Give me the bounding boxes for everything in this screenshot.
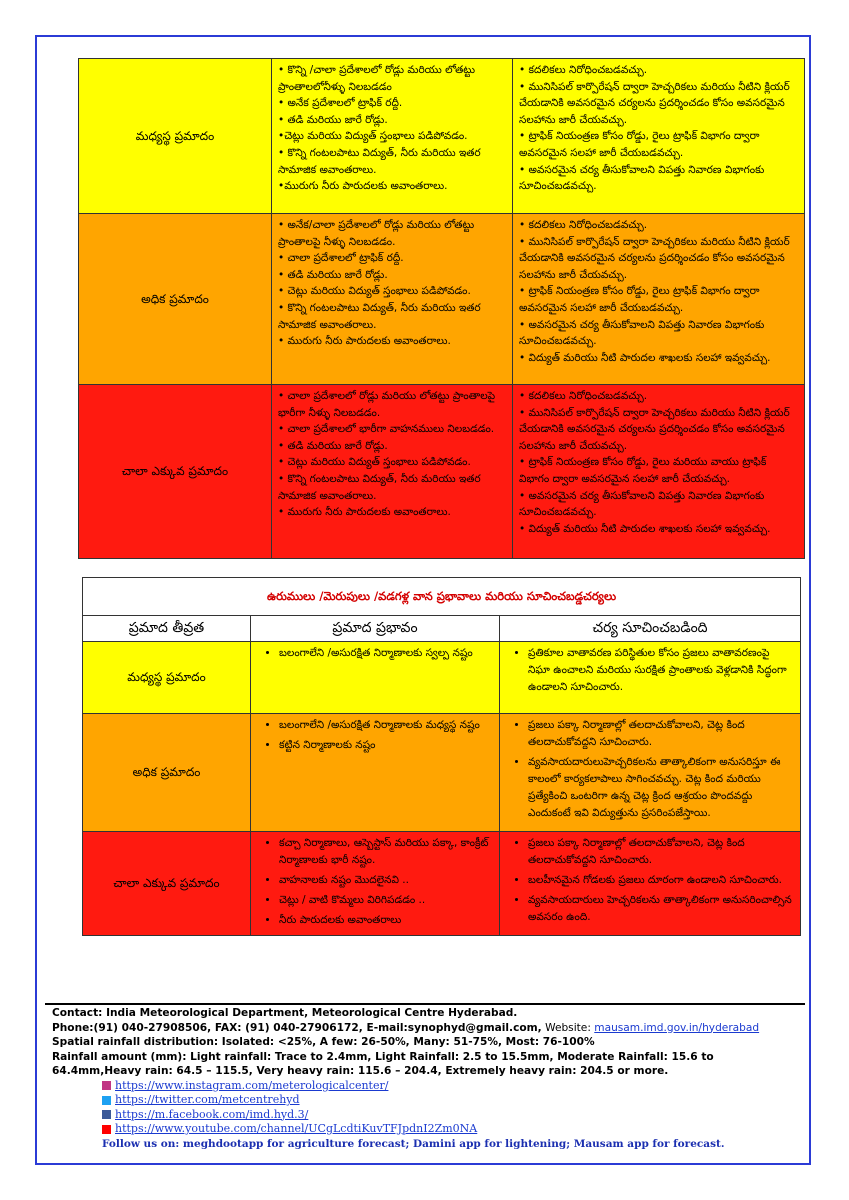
impact-item: • మురుగు నీరు పారుదలకు అవాంతరాలు. bbox=[278, 506, 451, 519]
action-cell bbox=[513, 385, 805, 559]
impact-item: • చెట్లు మరియు విద్యుత్ స్తంభాలు పడిపోవడం. bbox=[278, 285, 471, 298]
social-link-row bbox=[102, 1079, 802, 1094]
social-link-row bbox=[102, 1093, 802, 1108]
action-item: • కదలికలు నిరోధించబడవచ్చు. bbox=[519, 390, 648, 402]
header-severity: ప్రమాద తీవ్రత bbox=[83, 616, 251, 642]
risk-row bbox=[79, 385, 805, 559]
rainfall-amount: Rainfall amount (mm): Light rainfall: Trace to 2.4mm, Light Rainfall: 2.5 to 15.5mm, Moderate Rainfall: 15.6 to 64.4mm,Heavy rain: 64.5 – 115.5, Very heavy rain: 115.6 – 204.4, Extremely heavy rain: 204.5 or more. bbox=[52, 1050, 714, 1077]
footer bbox=[52, 1006, 802, 1151]
thunderstorm-impact-table bbox=[82, 577, 801, 936]
action-cell bbox=[513, 214, 805, 385]
impact-item: • కొన్ని గంటలపాటు విద్యుత్, నీరు మరియు ఇతర సామాజిక అవాంతరాలు. bbox=[278, 146, 481, 176]
impact-cell bbox=[251, 832, 500, 936]
action-item: • విద్యుత్ మరియు నీటి పారుదల శాఖలకు సలహా ఇవ్వవచ్చు. bbox=[519, 522, 771, 535]
impact-item: • చాలా ప్రదేశాలలో రోడ్లు మరియు లోతట్టు ప్రాంతాలపై భారీగా నీళ్ళు నిలబడడం. bbox=[278, 390, 496, 419]
impact-item: • తడి మరియు జారే రోడ్లు. bbox=[278, 268, 388, 281]
risk-level: మధ్యస్థ ప్రమాదం bbox=[83, 642, 251, 714]
impact-item: • కొన్ని గంటలపాటు విద్యుత్, నీరు మరియు ఇతర సామాజిక అవాంతరాలు. bbox=[278, 472, 481, 502]
action-cell bbox=[500, 642, 801, 714]
action-item: • ట్రాఫిక్ నియంత్రణ కోసం రోడ్డు, రైలు మరియు వాయు ట్రాఫిక్ విభాగం ద్వారా అవసరమైన సలహా జారీ చేయవచ్చు. bbox=[519, 456, 767, 485]
action-item: • మునిసిపల్ కార్పొరేషన్ ద్వారా హెచ్చరికలు మరియు నీటిని క్లియర్ చేయడానికి అవసరమైన చర్యలను ప్రదర్శించడం కోసం అవసరమైన సలహాను జారీ చేయవచ్చు. bbox=[519, 406, 790, 452]
impact-item: • తడి మరియు జారే రోడ్లు. bbox=[278, 439, 388, 452]
impact-cell bbox=[272, 385, 513, 559]
table-title: ఉరుములు /మెరుపులు /వడగళ్ల వాన ప్రభావాలు మరియు సూచించబడ్డచర్యలు bbox=[83, 578, 801, 616]
risk-row bbox=[79, 59, 805, 214]
action-item: • అవసరమైన చర్య తీసుకోవాలని విపత్తు నివారణ విభాగంకు సూచించబడవచ్చు. bbox=[519, 163, 765, 193]
twitter-icon bbox=[102, 1096, 111, 1105]
phone-line: Phone:(91) 040-27908506, FAX: (91) 040-27906172, E-mail:synophyd@gmail.com, Website: mausam.imd.gov.in/hyderabad bbox=[52, 1021, 760, 1034]
action-item: • మునిసిపల్ కార్పొరేషన్ ద్వారా హెచ్చరికలు మరియు నీటిని క్లియర్ చేయడానికి అవసరమైన చర్యలను ప్రదర్శించడం కోసం అవసరమైన సలహాను జారీ చేయవచ్చు. bbox=[519, 80, 790, 126]
impact-item: • కట్టిన నిర్మాణాలకు నష్టం bbox=[279, 737, 493, 754]
spatial-distribution: Spatial rainfall distribution: Isolated: <25%, A few: 26-50%, Many: 51-75%, Most: 76-100% bbox=[52, 1036, 595, 1048]
impact-cell bbox=[251, 642, 500, 714]
risk-level: చాలా ఎక్కువ ప్రమాదం bbox=[83, 832, 251, 936]
website-link[interactable]: mausam.imd.gov.in/hyderabad bbox=[594, 1021, 760, 1034]
action-item: • ప్రతికూల వాతావరణ పరిస్థితుల కోసం ప్రజలు వాతావరణంపై నిఘా ఉంచాలని మరియు సురక్షిత ప్రాంతాలకు వెళ్లడానికి సిద్ధంగా ఉండాలని సూచించారు. bbox=[528, 645, 794, 696]
action-item: • అవసరమైన చర్య తీసుకోవాలని విపత్తు నివారణ విభాగంకు సూచించబడవచ్చు. bbox=[519, 318, 765, 348]
action-cell bbox=[500, 714, 801, 832]
risk-level: అధిక ప్రమాదం bbox=[83, 714, 251, 832]
impact-item: • చెట్లు మరియు విద్యుత్ స్తంభాలు పడిపోవడం. bbox=[278, 456, 471, 469]
header-impact: ప్రమాద ప్రభావం bbox=[251, 616, 500, 642]
action-item: • విద్యుత్ మరియు నీటి పారుదల శాఖలకు సలహా ఇవ్వవచ్చు. bbox=[519, 351, 771, 364]
impact-item: • చాలా ప్రదేశాలలో ట్రాఫిక్ రద్దీ. bbox=[278, 252, 404, 265]
action-item: • వ్యవసాయదారులుహెచ్చరికలను తాత్కాలికంగా అనుసరిస్తూ ఈ కాలంలో కార్యకలాపాలు సాగించవచ్చు. చెట్ల కింద మరియు ప్రత్యేకించి ఒంటరిగా ఉన్న చెట్ల క్రింద ఆశ్రయం పొందవద్దు ఎందుకంటే ఇవి విద్యుత్తును ప్రసరింపజేస్తాయి. bbox=[528, 754, 794, 822]
impact-item: • చెట్లు / వాటి కొమ్మలు విరిగిపడడం .. bbox=[279, 892, 493, 909]
social-link[interactable]: https://m.facebook.com/imd.hyd.3/ bbox=[115, 1107, 309, 1121]
risk-row bbox=[83, 642, 801, 714]
impact-item: • అనేక/చాలా ప్రదేశాలలో రోడ్లు మరియు లోతట్టు ప్రాంతాలపై నీళ్ళు నిలబడడం. bbox=[278, 219, 475, 248]
action-item: • బలహీనమైన గోడలకు ప్రజలు దూరంగా ఉండాలని సూచించారు. bbox=[528, 872, 794, 889]
action-item: • వ్యవసాయదారులు హెచ్చరికలను తాత్కాలికంగా అనుసరించాల్సిన అవసరం ఉంది. bbox=[528, 892, 794, 926]
impact-item: • కచ్చా నిర్మాణాలు, ఆస్బెస్టాస్ మరియు పక్కా, కాంక్రీట్ నిర్మాణాలకు భారీ నష్టం. bbox=[279, 835, 493, 869]
action-item: • ప్రజలు పక్కా నిర్మాణాల్లో తలదాచుకోవాలని, చెట్ల కింద తలదాచుకోవద్దని సూచించారు. bbox=[528, 717, 794, 751]
contact-line: Contact: India Meteorological Department, Meteorological Centre Hyderabad. bbox=[52, 1007, 518, 1019]
impact-cell bbox=[272, 214, 513, 385]
action-item: • కదలికలు నిరోధించబడవచ్చు. bbox=[519, 219, 648, 231]
impact-item: •మురుగు నీరు పారుదలకు అవాంతరాలు. bbox=[278, 180, 448, 193]
header-action: చర్య సూచించబడింది bbox=[500, 616, 801, 642]
impact-item: • మురుగు నీరు పారుదలకు అవాంతరాలు. bbox=[278, 335, 451, 348]
risk-row bbox=[83, 832, 801, 936]
risk-row bbox=[83, 714, 801, 832]
action-item: • మునిసిపల్ కార్పొరేషన్ ద్వారా హెచ్చరికలు మరియు నీటిని క్లియర్ చేయడానికి అవసరమైన చర్యలను ప్రదర్శించడం కోసం అవసరమైన సలహాను జారీ చేయవచ్చు. bbox=[519, 235, 790, 281]
action-cell bbox=[500, 832, 801, 936]
impact-cell bbox=[251, 714, 500, 832]
social-link[interactable]: https://www.instagram.com/meterologicalcenter/ bbox=[115, 1078, 389, 1092]
follow-us: Follow us on: meghdootapp for agriculture forecast; Damini app for lightening; Mausam app for forecast. bbox=[102, 1137, 725, 1150]
action-cell bbox=[513, 59, 805, 214]
social-links bbox=[52, 1079, 802, 1137]
risk-level: మధ్యస్థ ప్రమాదం bbox=[79, 59, 272, 214]
action-item: • అవసరమైన చర్య తీసుకోవాలని విపత్తు నివారణ విభాగంకు సూచించబడవచ్చు. bbox=[519, 489, 765, 519]
impact-cell bbox=[272, 59, 513, 214]
urban-flood-impact-table bbox=[78, 58, 805, 559]
impact-item: • అనేక ప్రదేశాలలో ట్రాఫిక్ రద్దీ. bbox=[278, 97, 403, 110]
instagram-icon bbox=[102, 1081, 111, 1090]
footer-divider bbox=[45, 1003, 805, 1005]
youtube-icon bbox=[102, 1125, 111, 1134]
impact-item: • నీరు పారుదలకు అవాంతరాలు bbox=[279, 912, 493, 929]
impact-item: • కొన్ని గంటలపాటు విద్యుత్, నీరు మరియు ఇతర సామాజిక అవాంతరాలు. bbox=[278, 301, 481, 331]
risk-level: అధిక ప్రమాదం bbox=[79, 214, 272, 385]
impact-item: • చాలా ప్రదేశాలలో భారీగా వాహనములు నిలబడడం. bbox=[278, 423, 495, 436]
impact-item: • కొన్ని /చాలా ప్రదేశాలలో రోడ్లు మరియు లోతట్టు ప్రాంతాలలోనీళ్ళు నిలబడడం bbox=[278, 64, 476, 93]
risk-level: చాలా ఎక్కువ ప్రమాదం bbox=[79, 385, 272, 559]
action-item: • ట్రాఫిక్ నియంత్రణ కోసం రోడ్డు, రైలు ట్రాఫిక్ విభాగం ద్వారా అవసరమైన సలహా జారీ చేయబడవచ్చు. bbox=[519, 130, 760, 159]
action-item: • ట్రాఫిక్ నియంత్రణ కోసం రోడ్డు, రైలు ట్రాఫిక్ విభాగం ద్వారా అవసరమైన సలహా జారీ చేయబడవచ్చు. bbox=[519, 285, 760, 314]
impact-item: • వాహనాలకు నష్టం మొదలైనవి .. bbox=[279, 872, 493, 889]
action-item: • కదలికలు నిరోధించబడవచ్చు. bbox=[519, 64, 648, 76]
action-item: • ప్రజలు పక్కా నిర్మాణాల్లో తలదాచుకోవాలని, చెట్ల కింద తలదాచుకోవద్దని సూచించారు. bbox=[528, 835, 794, 869]
facebook-icon bbox=[102, 1110, 111, 1119]
impact-item: • బలంగాలేని /అసురక్షిత నిర్మాణాలకు మధ్యస్థ నష్టం bbox=[279, 717, 493, 734]
impact-item: • బలంగాలేని /అసురక్షిత నిర్మాణాలకు స్వల్ప నష్టం bbox=[279, 645, 493, 662]
social-link[interactable]: https://twitter.com/metcentrehyd bbox=[115, 1093, 300, 1106]
risk-row bbox=[79, 214, 805, 385]
social-link-row bbox=[102, 1122, 802, 1137]
social-link[interactable]: https://www.youtube.com/channel/UCgLcdtiKuvTFJpdnI2Zm0NA bbox=[115, 1122, 478, 1135]
impact-item: • తడి మరియు జారే రోడ్లు. bbox=[278, 113, 388, 126]
impact-item: •చెట్లు మరియు విద్యుత్ స్తంభాలు పడిపోవడం. bbox=[278, 130, 468, 143]
social-link-row bbox=[102, 1108, 802, 1123]
